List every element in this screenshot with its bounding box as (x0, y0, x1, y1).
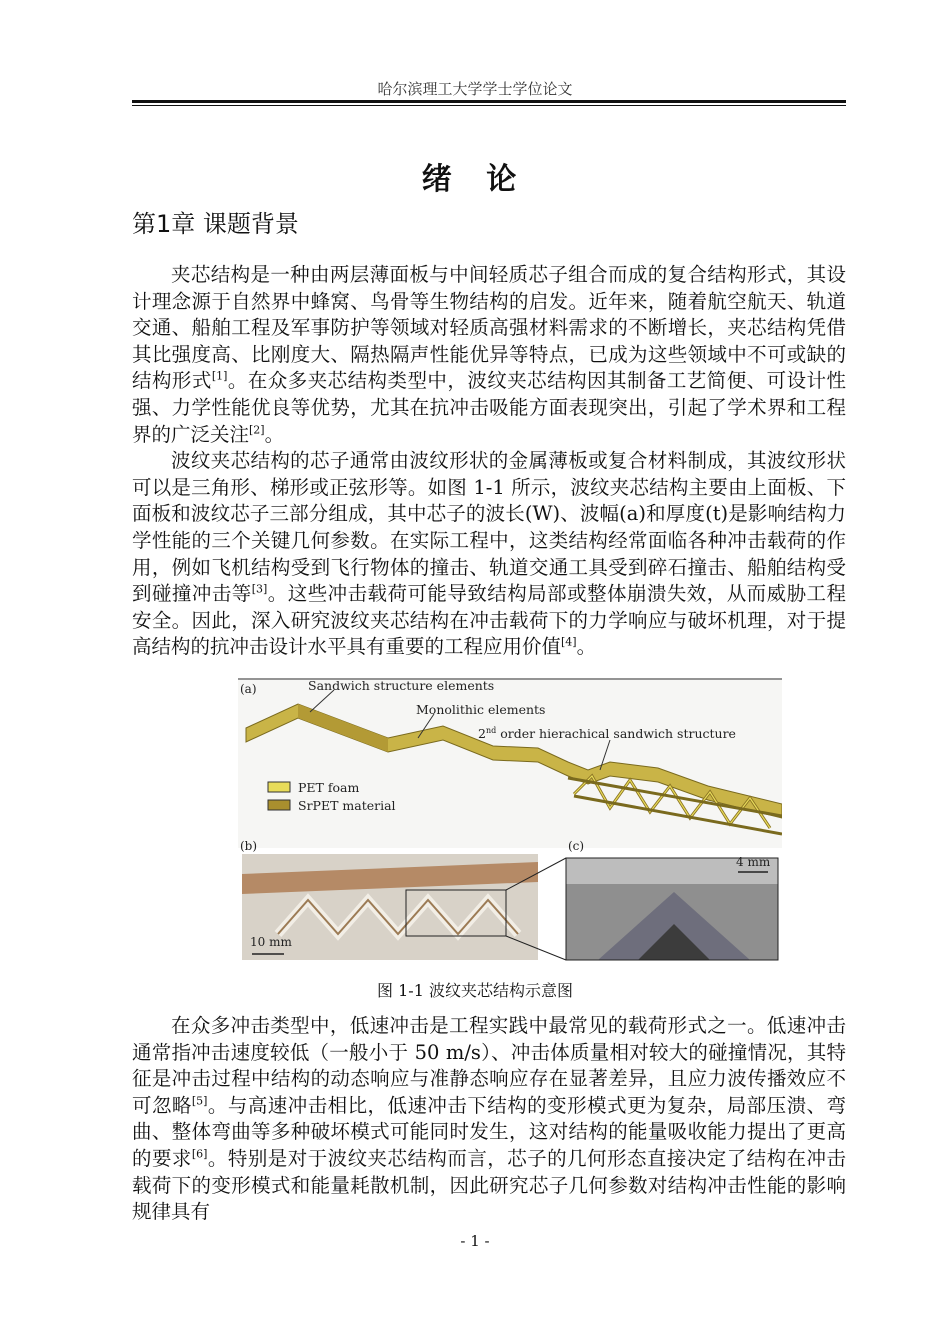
label-hierarchical-rest: order hierachical sandwich structure (496, 726, 736, 741)
paragraph-2 (132, 448, 846, 661)
legend-swatch-srpet (268, 800, 290, 810)
paragraph-3 (132, 1013, 846, 1226)
header-rule-thin (132, 105, 846, 106)
paragraph-2-text-c: 。 (576, 635, 597, 659)
paragraph-3-text-a: 在众多冲击类型中，低速冲击是工程实践中最常见的载荷形式之一。低速冲击通常指冲击速度较低（一般小于 50 m/s）、冲击体质量相对较大的碰撞情况，其特征是冲击过程中结构的动态响应与准静态响应存在显著差异，且应力波传播效应不可忽略 (132, 1014, 846, 1117)
figure-caption: 图 1-1 波纹夹芯结构示意图 (377, 981, 573, 1000)
paragraph-3-text-b: 。与高速冲击相比，低速冲击下结构的变形模式更为复杂，局部压溃、弯曲、整体弯曲等多种破坏模式可能同时发生，这对结构的能量吸收能力提出了更高的要求 (132, 1093, 846, 1170)
label-hierarchical-sup: nd (485, 726, 497, 735)
figure-corrugated-sandwich (238, 678, 782, 962)
label-hierarchical-order: 2 (478, 726, 486, 741)
label-sandwich-elements: Sandwich structure elements (308, 678, 495, 693)
legend-swatch-foam (268, 782, 290, 792)
paragraph-1-text-b: 。在众多夹芯结构类型中，波纹夹芯结构因其制备工艺简便、可设计性强、力学性能优良等优势，尤其在抗冲击吸能方面表现突出，引起了学术界和工程界的广泛关注 (132, 369, 846, 446)
panel-b-label: (b) (240, 839, 258, 853)
paragraph-1 (132, 262, 846, 448)
citation-1: [1] (211, 369, 228, 383)
section-title: 绪 论 (421, 162, 529, 197)
paragraph-1-text-a: 夹芯结构是一种由两层薄面板与中间轻质芯子组合而成的复合结构形式，其设计理念源于自然界中蜂窝、鸟骨等生物结构的启发。近年来，随着航空航天、轨道交通、船舶工程及军事防护等领域对轻质高强材料需求的不断增长，夹芯结构凭借其比强度高、比刚度大、隔热隔声性能优异等特点，已成为这些领域中不可或缺的结构形式 (132, 263, 846, 393)
body-block-1 (132, 262, 846, 661)
panel-a-label: (a) (240, 682, 257, 696)
paragraph-3-text-c: 。特别是对于波纹夹芯结构而言，芯子的几何形态直接决定了结构在冲击载荷下的变形模式和能量耗散机制，因此研究芯子几何参数对结构冲击性能的影响规律具有 (132, 1146, 846, 1224)
paragraph-2-text-b: 。这些冲击载荷可能导致结构局部或整体崩溃失效，从而威胁工程安全。因此，深入研究波纹夹芯结构在冲击载荷下的力学响应与破坏机理，对于提高结构的抗冲击设计水平具有重要的工程应用价值 (132, 582, 846, 659)
paragraph-1-text-c: 。 (264, 422, 285, 446)
legend-foam: PET foam (298, 780, 360, 795)
citation-2: [2] (249, 423, 265, 437)
citation-4: [4] (561, 635, 577, 649)
paragraph-2-text-a: 波纹夹芯结构的芯子通常由波纹形状的金属薄板或复合材料制成，其波纹形状可以是三角形、梯形或正弦形等。如图 1-1 所示，波纹夹芯结构主要由上面板、下面板和波纹芯子三部分组成，其中芯子的波长(W)、波幅(a)和厚度(t)是影响结构力学性能的三个关键几何参数。在实际工程中，这类结构经常面临各种冲击载荷的作用，例如飞机结构受到飞行物体的撞击、轨道交通工具受到碎石撞击、船舶结构受到碰撞冲击等 (132, 449, 846, 606)
panel-c-label: (c) (568, 839, 585, 853)
figure-illustration (238, 678, 782, 962)
label-monolithic-elements: Monolithic elements (416, 702, 546, 717)
header-rule-thick (132, 100, 846, 103)
citation-3: [3] (251, 582, 268, 596)
panel-b-scale: 10 mm (250, 935, 292, 949)
chapter-heading: 第1章 课题背景 (132, 210, 299, 238)
panel-c-scale: 4 mm (736, 855, 771, 869)
citation-5: [5] (191, 1094, 208, 1108)
running-header: 哈尔滨理工大学学士学位论文 (377, 80, 573, 98)
legend-srpet: SrPET material (298, 798, 396, 813)
page-number: - 1 - (460, 1232, 490, 1250)
citation-6: [6] (191, 1147, 208, 1161)
body-block-2 (132, 1013, 846, 1226)
label-hierarchical (478, 726, 736, 741)
